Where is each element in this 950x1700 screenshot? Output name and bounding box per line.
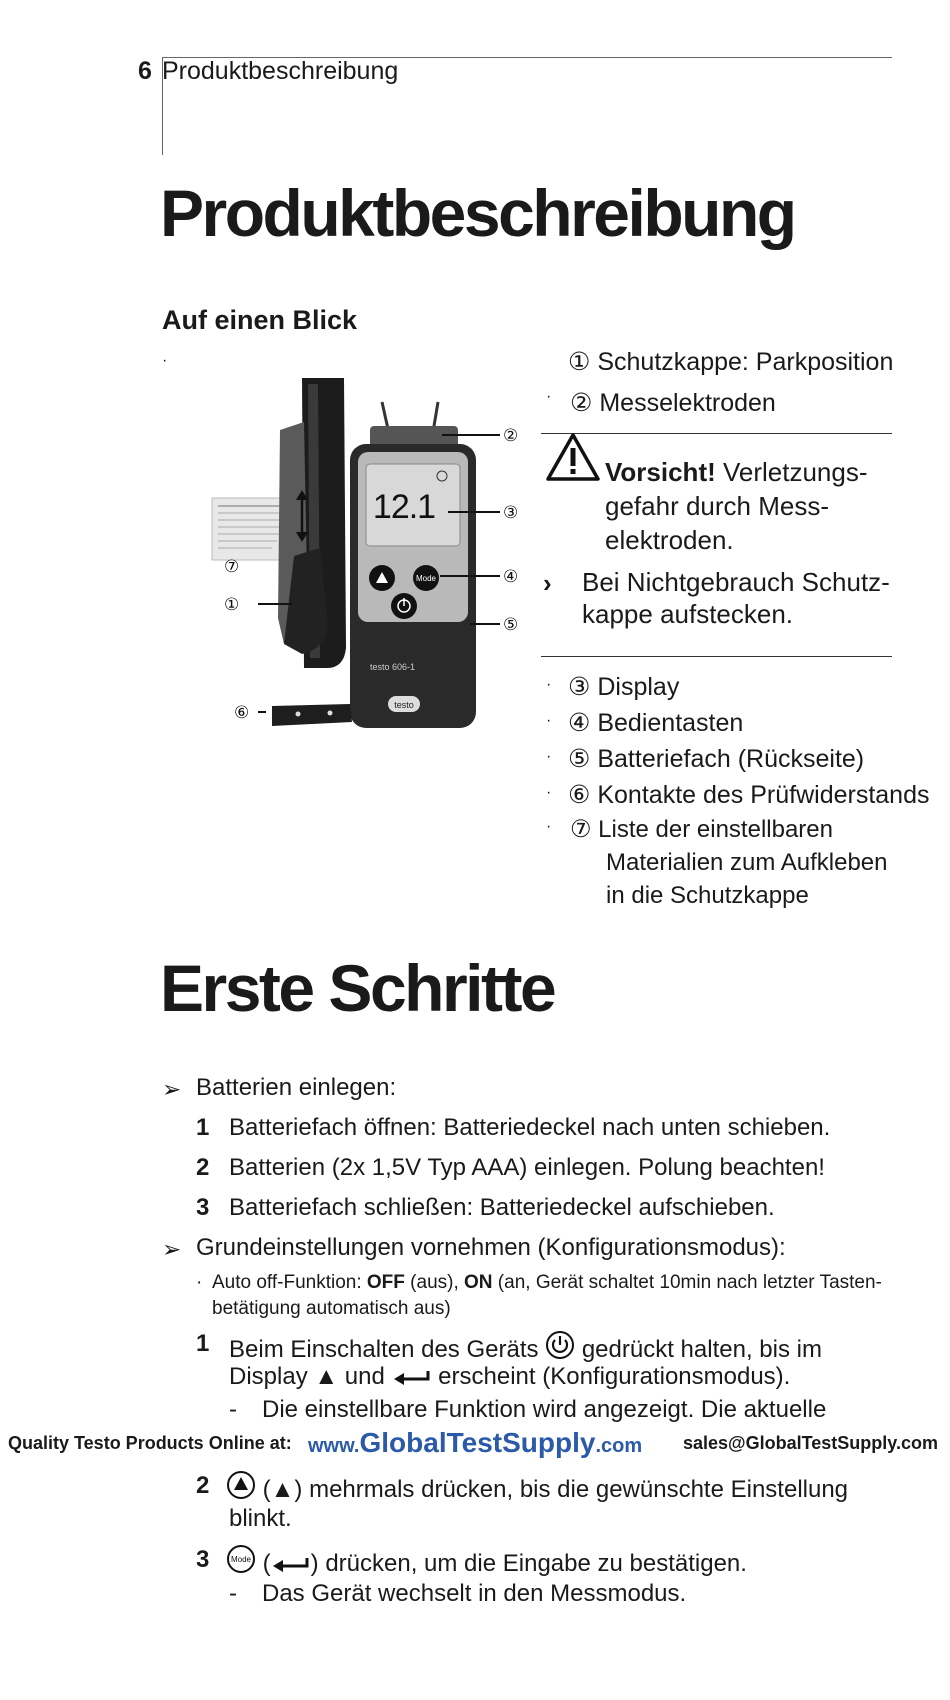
action-arrow-icon: › (543, 568, 552, 598)
enter-arrow-icon (271, 1556, 311, 1574)
warning-rule-bottom (541, 656, 892, 657)
step-b2-text: (▲) mehrmals drücken, bis die gewünschte Einstellung (262, 1476, 849, 1503)
action-line1: Bei Nichtgebrauch Schutz- (582, 567, 890, 597)
footer-url-www: www. (308, 1435, 360, 1457)
legend-bullet: · (546, 818, 552, 835)
footer-url-link[interactable] (308, 1427, 642, 1459)
legend-item-7-line1: ⑦ Liste der einstellbaren (570, 816, 833, 843)
action-line2: kappe aufstecken. (582, 599, 794, 629)
callout-1: ① (224, 595, 240, 615)
section-title-produktbeschreibung: Produktbeschreibung (160, 176, 795, 250)
legend-bullet: · (546, 784, 552, 801)
callout-6: ⑥ (234, 703, 250, 723)
callout-4: ④ (503, 567, 519, 587)
warning-line2: gefahr durch Mess- (605, 491, 829, 521)
legend-item-4: ④ Bedientasten (568, 709, 744, 737)
legend-bullet: · (546, 676, 552, 693)
device-model-label: testo 606-1 (370, 662, 416, 672)
callout-7: ⑦ (224, 557, 240, 577)
footer-left-text: Quality Testo Products Online at: (8, 1433, 292, 1453)
mode-key-icon-label: Mode (230, 1555, 252, 1564)
step-b3-sub-dash: - (229, 1580, 237, 1607)
legend-item-3: ③ Display (568, 673, 680, 701)
power-key-icon (545, 1330, 575, 1360)
legend-item-7-line2: Materialien zum Aufkleben (606, 849, 888, 876)
step-b1-line2-b: erscheint (Konfigurationsmodus). (438, 1363, 791, 1390)
step-b2-line1 (226, 1470, 848, 1504)
step-b3-open: ( (262, 1550, 271, 1577)
warning-strong: Vorsicht! (605, 457, 716, 487)
step-arrow-icon: ➢ (162, 1236, 182, 1262)
warning-line3: elektroden. (605, 525, 734, 555)
subsection-title: Auf einen Blick (162, 305, 358, 335)
step-b-note-bullet: · (196, 1272, 203, 1293)
step-b-label: Grundeinstellungen vornehmen (Konfigurationsmodus): (196, 1234, 786, 1261)
note-text: (an, Gerät schaltet 10min nach letzter Tasten- (492, 1272, 882, 1293)
enter-arrow-icon (392, 1369, 432, 1387)
legend-item-2: ② Messelektroden (570, 389, 776, 417)
device-brand-label: testo (394, 700, 414, 710)
step-text: Batteriefach öffnen: Batteriedeckel nach unten schieben. (229, 1114, 831, 1141)
legend-item-6: ⑥ Kontakte des Prüfwiderstands (568, 781, 930, 809)
footer-email-link[interactable]: sales@GlobalTestSupply.com (683, 1433, 938, 1453)
step-arrow-icon: ➢ (162, 1076, 182, 1102)
legend-item-1: ① Schutzkappe: Parkposition (568, 348, 894, 376)
step-text: Batterien (2x 1,5V Typ AAA) einlegen. Polung beachten! (229, 1154, 825, 1181)
step-b2-line2: blinkt. (229, 1505, 292, 1532)
note-on: ON (464, 1272, 493, 1293)
footer-url-domain: GlobalTestSupply (359, 1427, 596, 1458)
running-header: Produktbeschreibung (162, 57, 399, 85)
step-number: 3 (196, 1546, 210, 1573)
page-number: 6 (138, 57, 152, 85)
step-b3-sub: Das Gerät wechselt in den Messmodus. (262, 1580, 687, 1607)
device-display-value: 12.1 (372, 488, 436, 526)
step-b3-text: ) drücken, um die Eingabe zu bestätigen. (310, 1550, 747, 1577)
callout-5: ⑤ (503, 615, 519, 635)
footer-url-com: .com (595, 1435, 643, 1457)
up-key-icon (226, 1470, 256, 1500)
step-b1-sub: Die einstellbare Funktion wird angezeigt. Die aktuelle (262, 1396, 827, 1423)
legend-bullet: · (546, 748, 552, 765)
mode-key-icon (226, 1544, 256, 1574)
step-number: 1 (196, 1330, 210, 1357)
step-b3-line1 (226, 1544, 747, 1578)
note-off: OFF (366, 1272, 405, 1293)
note-text: (aus), (404, 1272, 465, 1293)
step-number: 1 (196, 1114, 210, 1141)
step-b1-text-b: gedrückt halten, bis im (581, 1336, 822, 1363)
step-a-label: Batterien einlegen: (196, 1074, 397, 1101)
legend-bullet: · (546, 712, 552, 729)
note-line2: betätigung automatisch aus) (212, 1298, 451, 1319)
legend-item-7 (570, 813, 887, 912)
note-text: Auto off-Funktion: (212, 1272, 367, 1293)
callout-2: ② (503, 426, 519, 446)
warning-text (605, 455, 868, 557)
step-b1-line1 (229, 1330, 822, 1364)
legend-item-7-line3: in die Schutzkappe (606, 882, 809, 909)
step-b1-sub-dash: - (229, 1396, 237, 1423)
step-b1-line2-a: Display ▲ und (229, 1363, 385, 1390)
step-b1-line2 (229, 1363, 790, 1391)
moisture-meter-device (350, 402, 476, 728)
callout-3: ③ (503, 503, 519, 523)
step-number: 2 (196, 1154, 210, 1181)
step-number: 2 (196, 1472, 210, 1499)
legend-item-5: ⑤ Batteriefach (Rückseite) (568, 745, 865, 773)
warning-icon (545, 432, 601, 482)
device-mode-key-label: Mode (415, 574, 437, 583)
step-number: 3 (196, 1194, 210, 1221)
section-title-erste-schritte: Erste Schritte (160, 951, 555, 1025)
warning-line1: Verletzungs- (715, 457, 868, 487)
stray-bullet: · (162, 352, 168, 369)
step-b-note (212, 1270, 902, 1322)
step-b1-text-a: Beim Einschalten des Geräts (229, 1336, 539, 1363)
action-text (582, 566, 890, 630)
product-figure (224, 378, 542, 738)
step-text: Batteriefach schließen: Batteriedeckel aufschieben. (229, 1194, 775, 1221)
legend-bullet: · (546, 388, 552, 405)
